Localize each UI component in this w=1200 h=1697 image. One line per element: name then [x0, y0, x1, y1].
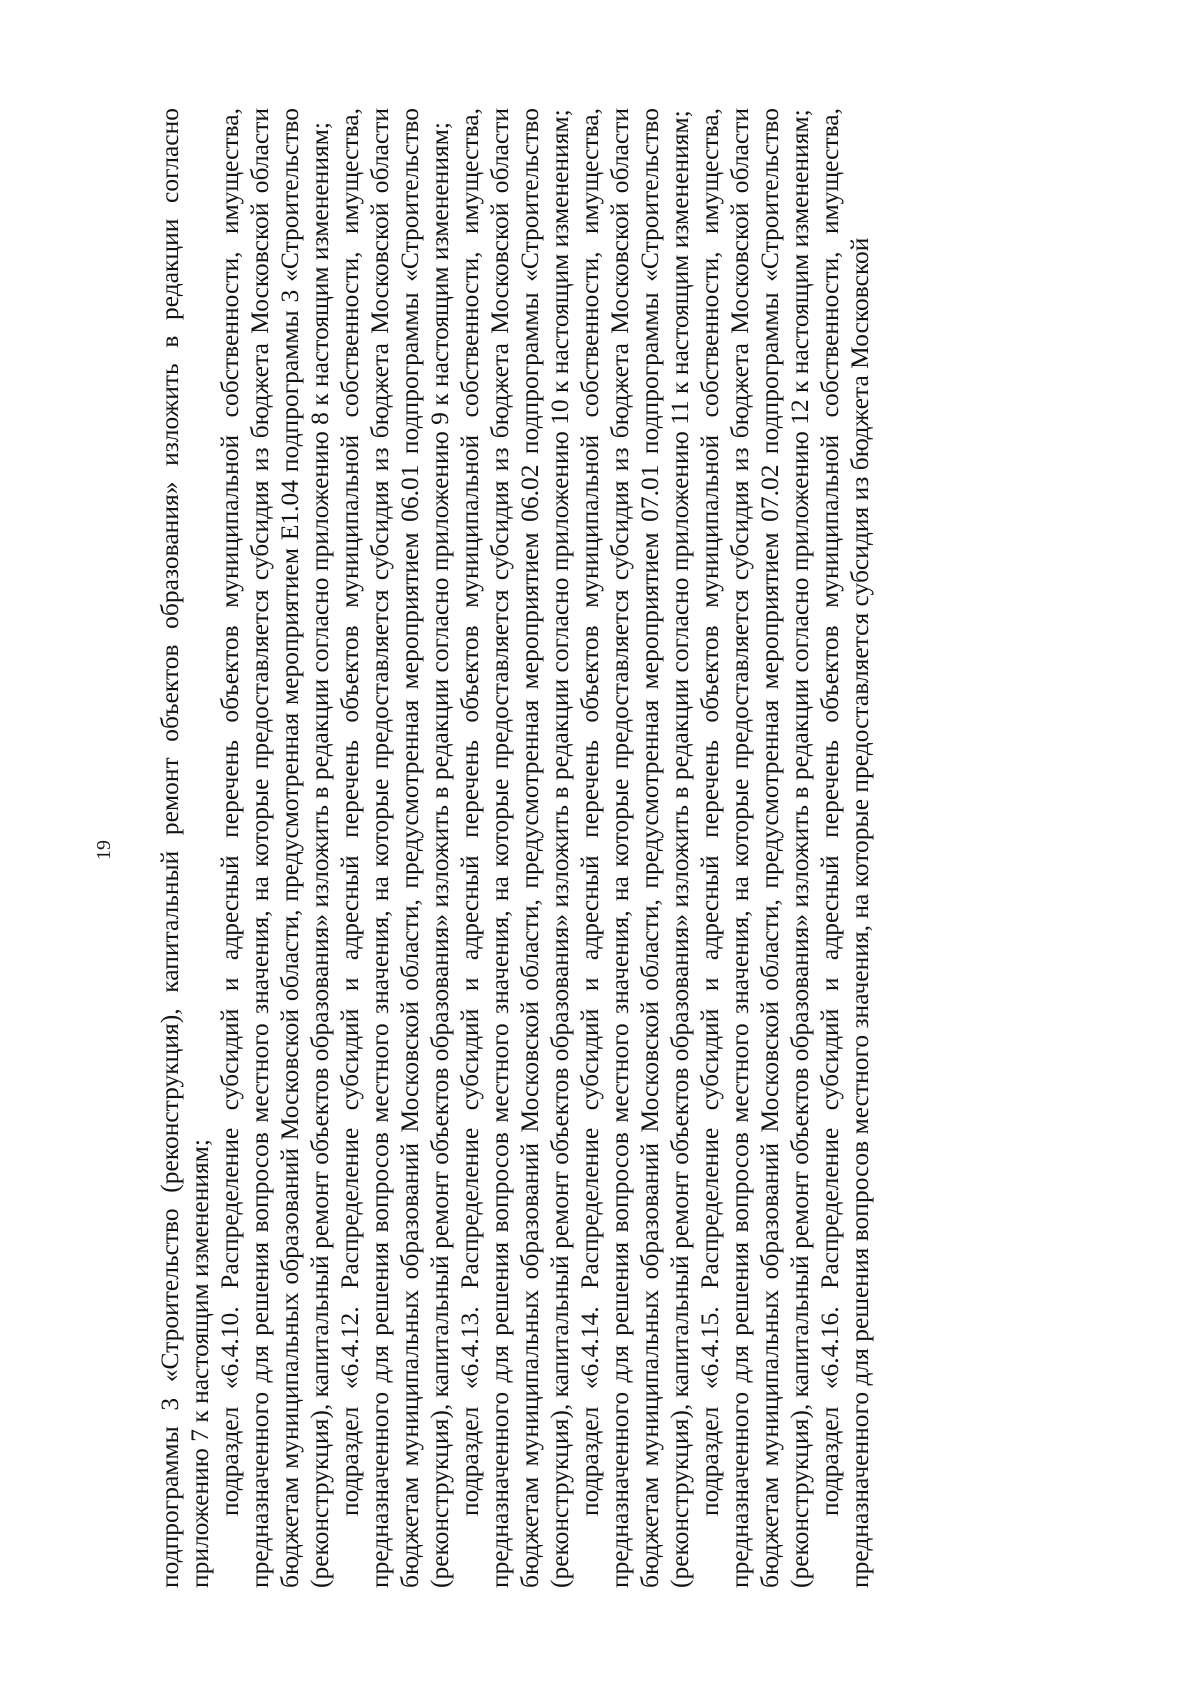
page-number: 19	[93, 840, 115, 860]
paragraph-subsection-6-4-13: подраздел «6.4.13. Распределение субсидий и адресный перечень объектов муниципальной собственности, имущества, предназначенного для решения вопросов местного значения, на которые предоставляется субсидия из бюджета Московской области бюджетам муниципальных образований Московской области, предусмотренная мероприятием 06.02 подпрограммы «Строительство (реконструкция), капитальный ремонт объектов образования» изложить в редакции согласно приложению 10 к настоящим изменениям;	[455, 108, 574, 1588]
paragraph-subsection-6-4-14: подраздел «6.4.14. Распределение субсидий и адресный перечень объектов муниципальной собственности, имущества, предназначенного для решения вопросов местного значения, на которые предоставляется субсидия из бюджета Московской области бюджетам муниципальных образований Московской области, предусмотренная мероприятием 07.01 подпрограммы «Строительство (реконструкция), капитальный ремонт объектов образования» изложить в редакции согласно приложению 11 к настоящим изменениям;	[575, 108, 694, 1588]
document-body	[155, 108, 1115, 1588]
paragraph-subsection-6-4-16: подраздел «6.4.16. Распределение субсидий и адресный перечень объектов муниципальной собственности, имущества, предназначенного для решения вопросов местного значения, на которые предоставляется субсидия из бюджета Московской	[815, 108, 874, 1588]
paragraph-subsection-6-4-15: подраздел «6.4.15. Распределение субсидий и адресный перечень объектов муниципальной собственности, имущества, предназначенного для решения вопросов местного значения, на которые предоставляется субсидия из бюджета Московской области бюджетам муниципальных образований Московской области, предусмотренная мероприятием 07.02 подпрограммы «Строительство (реконструкция), капитальный ремонт объектов образования» изложить в редакции согласно приложению 12 к настоящим изменениям;	[695, 108, 814, 1588]
paragraph-subsection-6-4-12: подраздел «6.4.12. Распределение субсидий и адресный перечень объектов муниципальной собственности, имущества, предназначенного для решения вопросов местного значения, на которые предоставляется субсидия из бюджета Московской области бюджетам муниципальных образований Московской области, предусмотренная мероприятием 06.01 подпрограммы «Строительство (реконструкция), капитальный ремонт объектов образования» изложить в редакции согласно приложению 9 к настоящим изменениям;	[335, 108, 454, 1588]
paragraph-subsection-6-4-10: подраздел «6.4.10. Распределение субсидий и адресный перечень объектов муниципальной собственности, имущества, предназначенного для решения вопросов местного значения, на которые предоставляется субсидия из бюджета Московской области бюджетам муниципальных образований Московской области, предусмотренная мероприятием Е1.04 подпрограммы 3 «Строительство (реконструкция), капитальный ремонт объектов образования» изложить в редакции согласно приложению 8 к настоящим изменениям;	[215, 108, 334, 1588]
paragraph-continuation: подпрограммы 3 «Строительство (реконструкция), капитальный ремонт объектов образования» изложить в редакции согласно приложению 7 к настоящим изменениям;	[155, 108, 214, 1588]
